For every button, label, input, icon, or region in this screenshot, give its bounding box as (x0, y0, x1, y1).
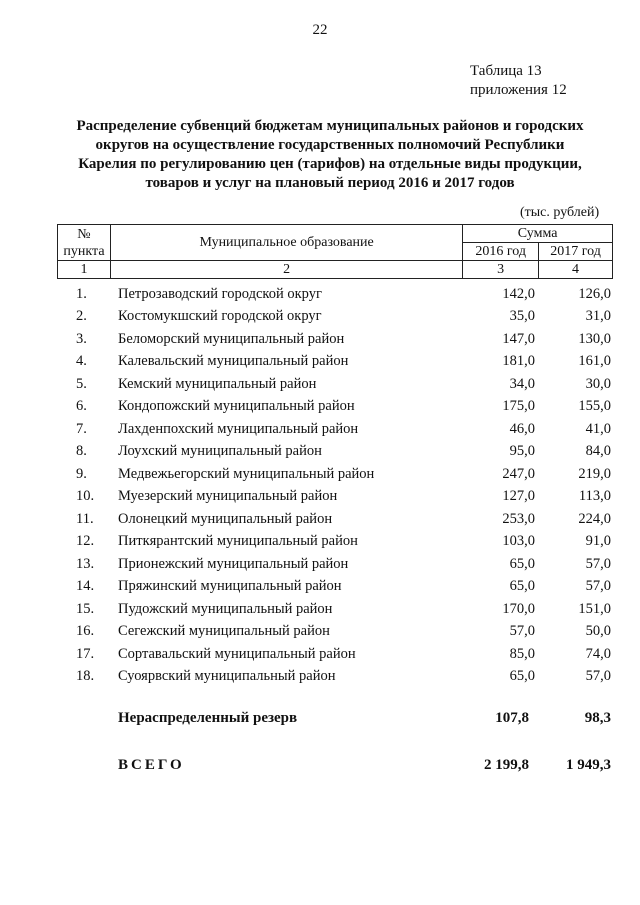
row-value-2016: 85,0 (509, 645, 535, 662)
header-name-cell: Муниципальное образование (110, 225, 462, 261)
header-index-1: 1 (58, 261, 111, 279)
row-number: 13. (76, 555, 95, 572)
row-value-2017: 30,0 (585, 375, 611, 392)
row-value-2017: 91,0 (585, 533, 611, 550)
table-row (57, 576, 613, 599)
row-value-2017: 57,0 (585, 668, 611, 685)
table-row (57, 486, 613, 509)
row-value-2017: 224,0 (578, 510, 611, 527)
row-value-2017: 41,0 (585, 420, 611, 437)
row-municipality: Сегежский муниципальный район (118, 623, 330, 640)
row-municipality: Муезерский муниципальный район (118, 488, 338, 505)
header-index-4: 4 (539, 261, 613, 279)
row-number: 8. (76, 443, 87, 460)
table-row (57, 351, 613, 374)
row-number: 7. (76, 420, 87, 437)
reserve-2016: 107,8 (495, 710, 529, 726)
row-number: 14. (76, 578, 95, 595)
table-row (57, 666, 613, 689)
row-value-2017: 74,0 (585, 645, 611, 662)
row-value-2017: 219,0 (578, 465, 611, 482)
header-num-line1: № (77, 226, 91, 242)
header-index-3: 3 (463, 261, 539, 279)
table-ref-line2: приложения 12 (470, 82, 567, 98)
row-value-2017: 126,0 (578, 285, 611, 302)
table-row (57, 553, 613, 576)
data-table (57, 283, 613, 688)
table-row (57, 396, 613, 419)
title-line1: Распределение субвенций бюджетам муниципальных районов и городских (76, 118, 584, 134)
row-value-2016: 247,0 (502, 465, 535, 482)
row-value-2017: 31,0 (585, 308, 611, 325)
row-value-2016: 147,0 (502, 330, 535, 347)
row-value-2016: 65,0 (509, 555, 535, 572)
table-row (57, 283, 613, 306)
table-row (57, 441, 613, 464)
row-value-2016: 103,0 (502, 533, 535, 550)
table-row (57, 621, 613, 644)
title-line3: Карелия по регулированию цен (тарифов) на отдельные виды продукции, (78, 156, 582, 172)
row-value-2016: 175,0 (502, 398, 535, 415)
row-value-2016: 57,0 (509, 623, 535, 640)
row-municipality: Лахденпохский муниципальный район (118, 420, 359, 437)
table-row (57, 328, 613, 351)
row-value-2016: 170,0 (502, 600, 535, 617)
row-municipality: Беломорский муниципальный район (118, 330, 345, 347)
row-municipality: Суоярвский муниципальный район (118, 668, 336, 685)
header-num-line2: пункта (63, 243, 105, 259)
row-number: 15. (76, 600, 95, 617)
total-label: ВСЕГО (118, 757, 185, 773)
table-row (57, 306, 613, 329)
header-sum-cell: Сумма (463, 225, 613, 243)
header-year-2017: 2017 год (539, 243, 613, 261)
row-municipality: Сортавальский муниципальный район (118, 645, 356, 662)
table-ref-line1: Таблица 13 (470, 63, 542, 79)
table-row (57, 643, 613, 666)
table-reference (470, 62, 567, 100)
page-number: 22 (312, 22, 328, 38)
row-number: 16. (76, 623, 95, 640)
table-row (57, 598, 613, 621)
row-municipality: Питкярантский муниципальный район (118, 533, 358, 550)
row-value-2016: 35,0 (509, 308, 535, 325)
reserve-label: Нераспределенный резерв (118, 710, 298, 726)
row-value-2017: 161,0 (578, 353, 611, 370)
total-2016: 2 199,8 (484, 757, 529, 773)
row-value-2016: 65,0 (509, 668, 535, 685)
row-value-2016: 34,0 (509, 375, 535, 392)
table-row (57, 418, 613, 441)
row-value-2017: 113,0 (578, 488, 611, 505)
row-value-2017: 84,0 (585, 443, 611, 460)
row-value-2016: 142,0 (502, 285, 535, 302)
row-number: 5. (76, 375, 87, 392)
title-line2: округов на осуществление государственных полномочий Республики (95, 137, 565, 153)
header-index-2: 2 (110, 261, 462, 279)
row-number: 17. (76, 645, 95, 662)
row-number: 3. (76, 330, 87, 347)
document-title (50, 117, 610, 193)
row-value-2017: 50,0 (585, 623, 611, 640)
total-2017: 1 949,3 (566, 757, 611, 773)
row-municipality: Медвежьегорский муниципальный район (118, 465, 375, 482)
row-value-2017: 57,0 (585, 555, 611, 572)
row-municipality: Костомукшский городской округ (118, 308, 322, 325)
table-row (57, 373, 613, 396)
row-number: 2. (76, 308, 87, 325)
row-municipality: Калевальский муниципальный район (118, 353, 349, 370)
row-municipality: Лоухский муниципальный район (118, 443, 322, 460)
row-municipality: Кемский муниципальный район (118, 375, 317, 392)
header-year-2016: 2016 год (463, 243, 539, 261)
row-value-2017: 57,0 (585, 578, 611, 595)
row-value-2016: 46,0 (509, 420, 535, 437)
row-number: 1. (76, 285, 87, 302)
row-number: 9. (76, 465, 87, 482)
row-municipality: Прионежский муниципальный район (118, 555, 349, 572)
row-number: 11. (76, 510, 94, 527)
table-row (57, 508, 613, 531)
row-municipality: Пряжинский муниципальный район (118, 578, 342, 595)
row-number: 6. (76, 398, 87, 415)
table-row (57, 463, 613, 486)
row-value-2016: 127,0 (502, 488, 535, 505)
row-value-2017: 151,0 (578, 600, 611, 617)
row-number: 10. (76, 488, 95, 505)
units-note: (тыс. рублей) (520, 205, 600, 220)
row-value-2016: 181,0 (502, 353, 535, 370)
row-number: 12. (76, 533, 95, 550)
row-municipality: Олонецкий муниципальный район (118, 510, 333, 527)
table-header (57, 224, 613, 279)
title-line4: товаров и услуг на плановый период 2016 и 2017 годов (145, 175, 515, 191)
row-value-2016: 253,0 (502, 510, 535, 527)
reserve-2017: 98,3 (584, 710, 611, 726)
row-value-2017: 130,0 (578, 330, 611, 347)
row-municipality: Пудожский муниципальный район (118, 600, 333, 617)
row-value-2016: 65,0 (509, 578, 535, 595)
table-row (57, 531, 613, 554)
row-number: 4. (76, 353, 87, 370)
header-num-cell (58, 225, 111, 261)
row-value-2017: 155,0 (578, 398, 611, 415)
row-municipality: Петрозаводский городской округ (118, 285, 322, 302)
row-municipality: Кондопожский муниципальный район (118, 398, 355, 415)
row-number: 18. (76, 668, 95, 685)
row-value-2016: 95,0 (509, 443, 535, 460)
